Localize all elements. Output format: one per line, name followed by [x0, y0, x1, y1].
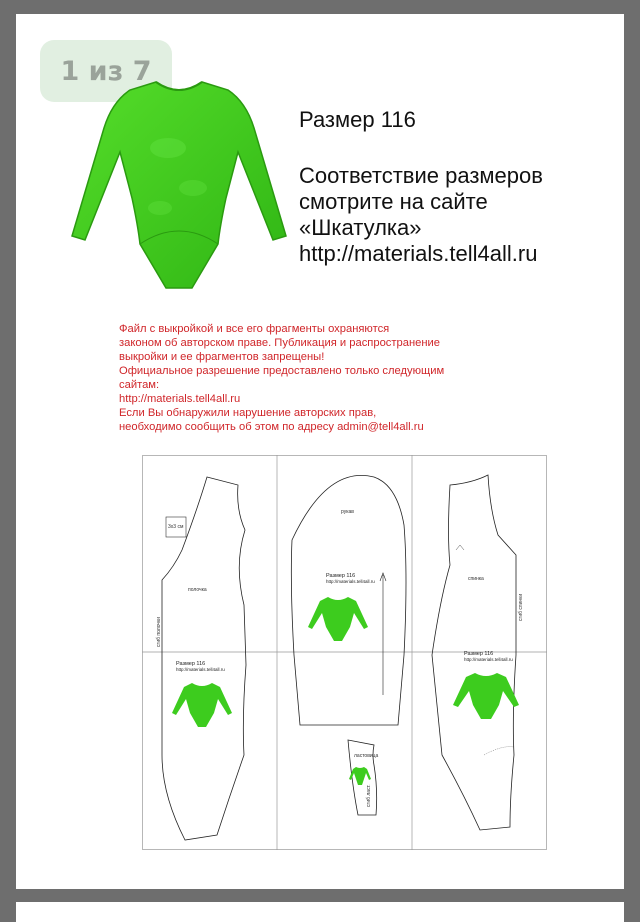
- mini-leotard-icon-3: [453, 673, 519, 719]
- sleeve-label: рукав: [341, 509, 354, 515]
- copyright-line: необходимо сообщить об этом по адресу admin@tell4all.ru: [119, 421, 424, 433]
- mini-url-text: http://materials.tell4all.ru: [176, 667, 225, 672]
- copyright-line: законом об авторском праве. Публикация и распространение: [119, 337, 441, 349]
- size-title: Размер 116: [299, 107, 416, 132]
- copyright-line: выкройки и ее фрагментов запрещены!: [119, 351, 325, 363]
- scale-box-label: 3x3 см: [168, 524, 184, 530]
- gusset-fold-label: сгиб ласт.: [366, 784, 372, 807]
- copyright-line: сайтам:: [119, 379, 160, 391]
- mini-size-text: Размер 116: [326, 573, 356, 579]
- gusset-label: ластовица: [354, 753, 379, 759]
- mini-leotard-icon-1: [308, 597, 368, 641]
- page-counter-badge: 1 из 7: [40, 40, 172, 102]
- leotard-image: [68, 68, 290, 298]
- mini-leotard-icon-2: [172, 683, 232, 727]
- mini-size-text: Размер 116: [464, 651, 494, 657]
- mini-url-text: http://materials.tell4all.ru: [326, 579, 375, 584]
- mini-size-text: Размер 116: [176, 661, 206, 667]
- mini-size-label-sleeve: [326, 573, 375, 585]
- mini-size-label-back: [464, 651, 513, 663]
- info-line: Соответствие размеров: [299, 163, 543, 188]
- copyright-notice: [119, 322, 519, 434]
- copyright-line: Если Вы обнаружили нарушение авторских прав,: [119, 407, 377, 419]
- info-url-link[interactable]: http://materials.tell4all.ru: [299, 241, 538, 266]
- copyright-line: Официальное разрешение предоставлено только следующим: [119, 365, 445, 377]
- info-line: смотрите на сайте: [299, 189, 488, 214]
- back-label: спинка: [468, 576, 484, 582]
- copyright-line: Файл с выкройкой и все его фрагменты охраняются: [119, 323, 390, 335]
- info-line: «Шкатулка»: [299, 215, 422, 240]
- mini-url-text: http://materials.tell4all.ru: [464, 657, 513, 662]
- front-label: полочка: [188, 587, 207, 593]
- sewing-pattern: [142, 455, 547, 850]
- copyright-link[interactable]: http://materials.tell4all.ru: [119, 393, 241, 405]
- front-fold-label: сгиб полочки: [156, 617, 162, 647]
- size-info: [299, 163, 609, 267]
- back-fold-label: сгиб спинки: [518, 593, 524, 621]
- next-pdf-page: [16, 902, 624, 922]
- mini-size-label-front: [176, 661, 225, 673]
